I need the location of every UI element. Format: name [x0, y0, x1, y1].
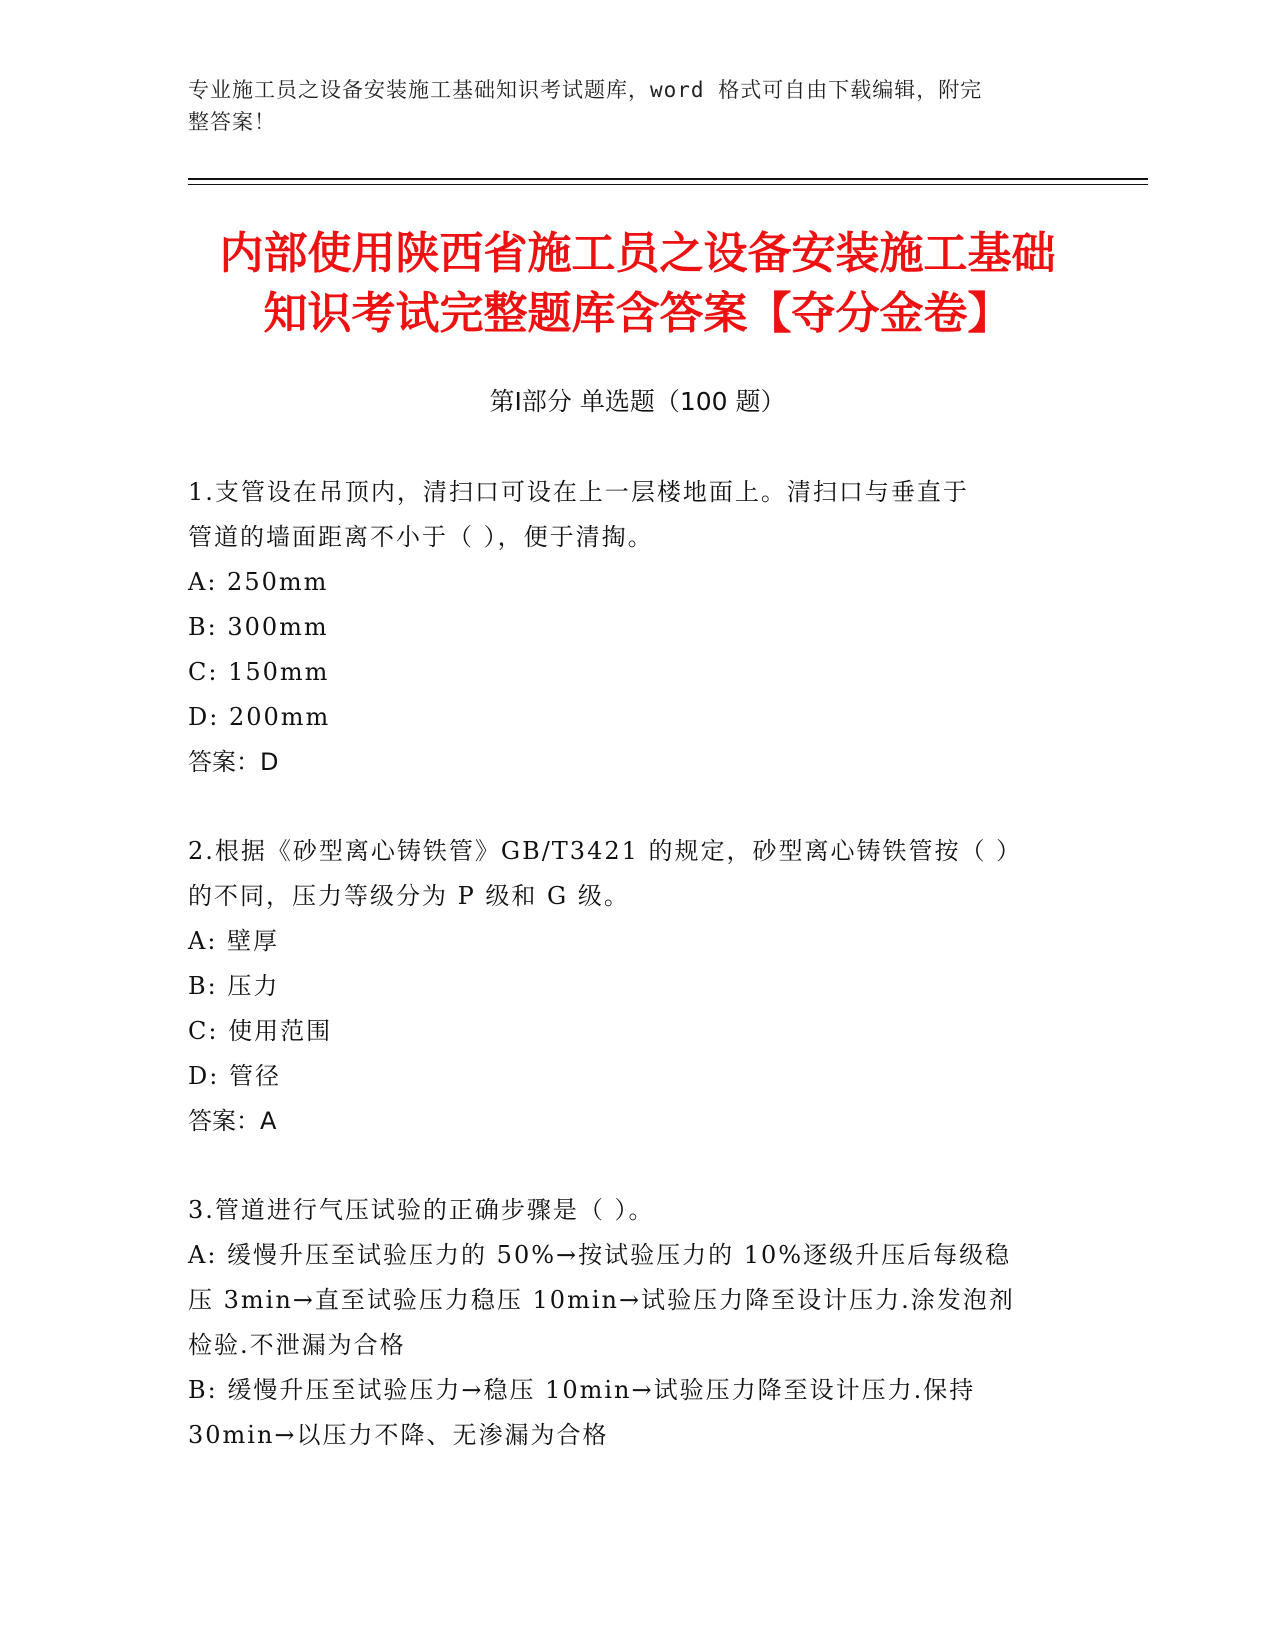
header-note: [188, 74, 1068, 138]
option-b: B: 压力: [188, 972, 280, 1000]
option-a: A: 壁厚: [188, 927, 280, 955]
question-stem-line: 的不同，压力等级分为 P 级和 G 级。: [188, 882, 630, 910]
option-c: C: 150mm: [188, 658, 330, 686]
question-stem-line: 2.根据《砂型离心铸铁管》GB/T3421 的规定，砂型离心铸铁管按（ ）: [188, 837, 1023, 865]
option-b: B: 300mm: [188, 613, 329, 641]
header-rule-thick: [188, 178, 1148, 180]
document-title-line-2: 知识考试完整题库含答案【夺分金卷】: [263, 288, 1012, 339]
question-stem-line: 管道的墙面距离不小于（ ），便于清掏。: [188, 523, 654, 551]
header-rule-thin: [188, 184, 1148, 185]
header-note-line-2: 整答案！: [188, 110, 276, 134]
option-b-line: B: 缓慢升压至试验压力→稳压 10min→试验压力降至设计压力.保持: [188, 1376, 976, 1404]
header-note-line-1: 专业施工员之设备安装施工基础知识考试题库，word 格式可自由下载编辑，附完: [188, 78, 983, 102]
option-a-line: 压 3min→直至试验压力稳压 10min→试验压力降至设计压力.涂发泡剂: [188, 1286, 1015, 1314]
option-a-line: A: 缓慢升压至试验压力的 50%→按试验压力的 10%逐级升压后每级稳: [188, 1241, 1012, 1269]
question-stem-line: 1.支管设在吊顶内，清扫口可设在上一层楼地面上。清扫口与垂直于: [188, 478, 969, 506]
option-a: A: 250mm: [188, 568, 329, 596]
option-a-line: 检验.不泄漏为合格: [188, 1331, 406, 1359]
option-b-line: 30min→以压力不降、无渗漏为合格: [188, 1421, 609, 1449]
question-3: [188, 1188, 1088, 1458]
document-title-line-1: 内部使用陕西省施工员之设备安装施工基础: [219, 228, 1056, 279]
document-title: [150, 224, 1125, 344]
answer-line: 答案：A: [188, 1107, 277, 1135]
question-2: [188, 829, 1088, 1144]
question-stem-line: 3.管道进行气压试验的正确步骤是（ ）。: [188, 1196, 655, 1224]
option-d: D: 管径: [188, 1062, 281, 1090]
question-1: [188, 470, 1088, 785]
question-list: [188, 470, 1088, 1502]
section-heading: 第Ⅰ部分 单选题（100 题）: [489, 387, 786, 416]
option-c: C: 使用范围: [188, 1017, 333, 1045]
answer-line: 答案：D: [188, 748, 279, 776]
option-d: D: 200mm: [188, 703, 331, 731]
